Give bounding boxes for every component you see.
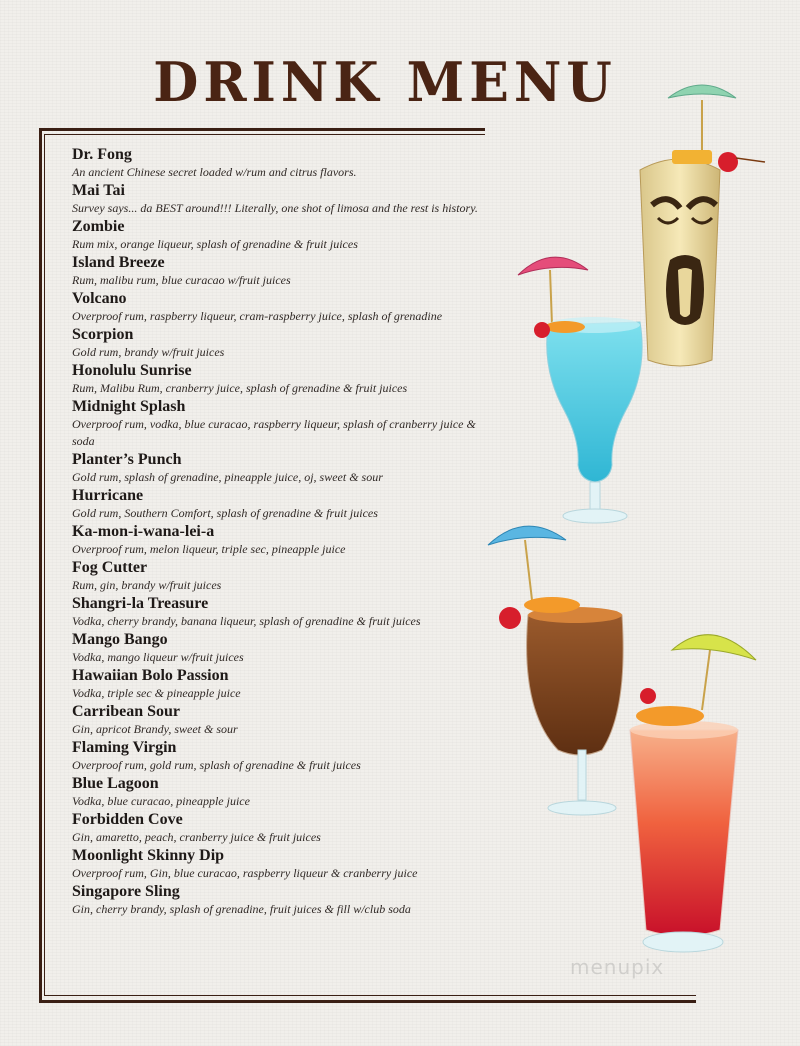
menu-item — [72, 666, 502, 702]
drink-name: Hawaiian Bolo Passion — [72, 667, 229, 684]
drink-description: Vodka, cherry brandy, banana liqueur, splash of grenadine & fruit juices — [72, 614, 421, 628]
menu-item — [72, 181, 502, 217]
menu-item — [72, 217, 502, 253]
menu-item — [72, 253, 502, 289]
drink-name: Zombie — [72, 218, 125, 235]
drink-description: Vodka, triple sec & pineapple juice — [72, 686, 241, 700]
drink-description: Overproof rum, raspberry liqueur, cram-raspberry juice, splash of grenadine — [72, 309, 443, 323]
drink-description: Overproof rum, melon liqueur, triple sec, pineapple juice — [72, 542, 346, 556]
drink-description: Gold rum, brandy w/fruit juices — [72, 345, 225, 359]
drink-name: Fog Cutter — [72, 559, 148, 576]
drink-description: Overproof rum, Gin, blue curacao, raspberry liqueur & cranberry juice — [72, 866, 418, 880]
menu-item — [72, 361, 502, 397]
menu-item — [72, 558, 502, 594]
drink-name: Honolulu Sunrise — [72, 362, 192, 379]
drink-name: Volcano — [72, 290, 127, 307]
drink-description: Gin, amaretto, peach, cranberry juice & fruit juices — [72, 830, 321, 844]
menu-item — [72, 486, 502, 522]
drink-description: Rum, malibu rum, blue curacao w/fruit juices — [72, 273, 291, 287]
drink-name: Moonlight Skinny Dip — [72, 847, 225, 864]
border-top — [39, 128, 485, 131]
menu-item — [72, 774, 502, 810]
menu-title: DRINK MENU — [153, 50, 617, 115]
border-bottom-inner — [44, 995, 696, 996]
drink-name: Forbidden Cove — [72, 811, 183, 828]
drink-name: Midnight Splash — [72, 398, 186, 415]
menu-item — [72, 846, 502, 882]
watermark: menupix — [570, 955, 665, 979]
drink-description: Gold rum, splash of grenadine, pineapple juice, oj, sweet & sour — [72, 470, 383, 484]
menu-item — [72, 289, 502, 325]
menu-item — [72, 882, 502, 918]
drink-name: Dr. Fong — [72, 146, 132, 163]
drink-name: Flaming Virgin — [72, 739, 177, 756]
border-left — [39, 128, 42, 1002]
drink-name: Mango Bango — [72, 631, 168, 648]
drink-name: Carribean Sour — [72, 703, 180, 720]
blue-hurricane-drink — [518, 257, 642, 523]
menu-item — [72, 450, 502, 486]
drink-name: Blue Lagoon — [72, 775, 159, 792]
drink-description: Gold rum, Southern Comfort, splash of grenadine & fruit juices — [72, 506, 378, 520]
menu-item — [72, 397, 502, 450]
drink-name: Hurricane — [72, 487, 144, 504]
border-left-inner — [44, 134, 45, 996]
drink-description: Rum mix, orange liqueur, splash of grenadine & fruit juices — [72, 237, 358, 251]
drink-description: Gin, cherry brandy, splash of grenadine, fruit juices & fill w/club soda — [72, 902, 411, 916]
menu-item — [72, 810, 502, 846]
menu-item — [72, 630, 502, 666]
drink-name: Ka-mon-i-wana-lei-a — [72, 523, 215, 540]
red-sunrise-drink — [630, 635, 756, 952]
drink-description: Rum, gin, brandy w/fruit juices — [72, 578, 222, 592]
drink-name: Mai Tai — [72, 182, 125, 199]
drink-description: Vodka, mango liqueur w/fruit juices — [72, 650, 244, 664]
drink-description: Overproof rum, vodka, blue curacao, raspberry liqueur, splash of cranberry juice & soda — [72, 417, 476, 448]
drink-name: Island Breeze — [72, 254, 165, 271]
menu-item — [72, 522, 502, 558]
drink-description: Overproof rum, gold rum, splash of grenadine & fruit juices — [72, 758, 361, 772]
menu-item — [72, 702, 502, 738]
drink-name: Shangri-la Treasure — [72, 595, 209, 612]
drink-description: Survey says... da BEST around!!! Literally, one shot of limosa and the rest is history. — [72, 201, 478, 215]
drink-name: Planter’s Punch — [72, 451, 182, 468]
drink-description: An ancient Chinese secret loaded w/rum and citrus flavors. — [72, 165, 357, 179]
menu-item — [72, 325, 502, 361]
drink-description: Vodka, blue curacao, pineapple juice — [72, 794, 250, 808]
drink-list — [72, 145, 502, 918]
menu-item — [72, 594, 502, 630]
drink-description: Gin, apricot Brandy, sweet & sour — [72, 722, 238, 736]
menu-item — [72, 738, 502, 774]
brown-cocktail-drink — [488, 526, 623, 815]
cocktail-illustration — [480, 70, 800, 980]
menu-item — [72, 145, 502, 181]
drink-description: Rum, Malibu Rum, cranberry juice, splash of grenadine & fruit juices — [72, 381, 408, 395]
border-bottom — [39, 1000, 696, 1003]
tiki-mug-drink — [640, 85, 765, 366]
drink-name: Singapore Sling — [72, 883, 180, 900]
border-top-inner — [44, 134, 485, 135]
drink-name: Scorpion — [72, 326, 134, 343]
